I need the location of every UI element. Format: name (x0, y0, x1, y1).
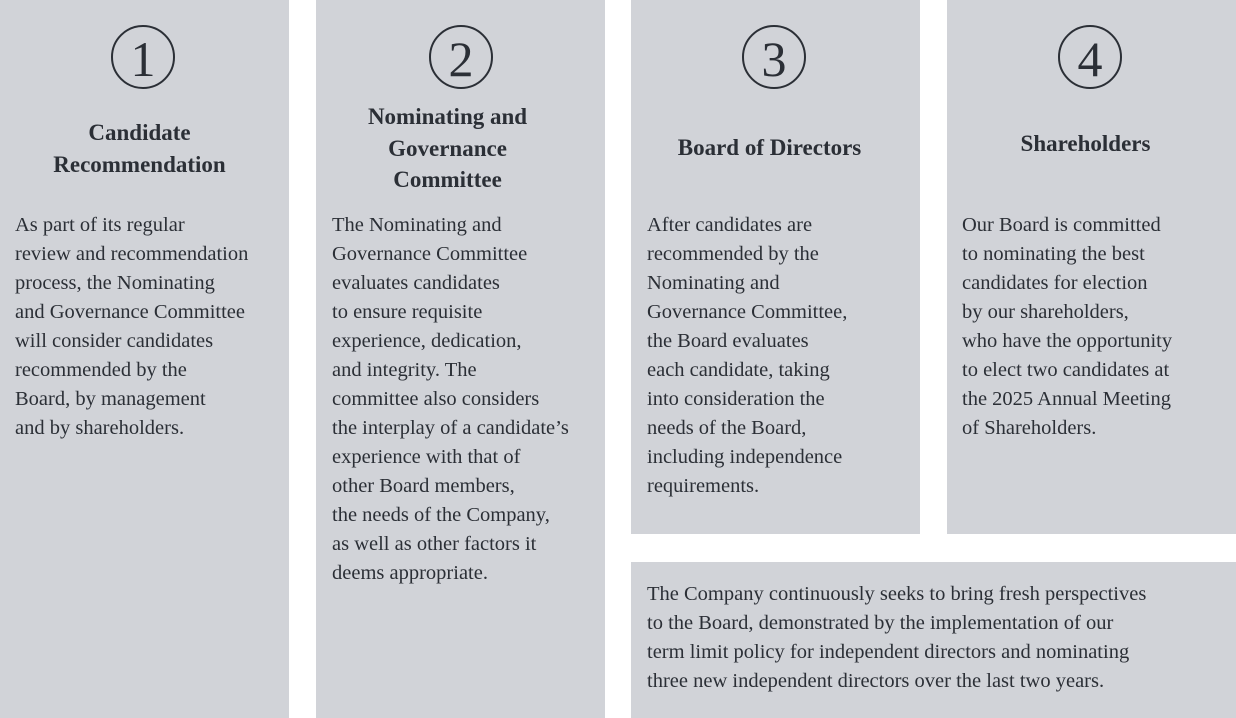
step-panel-candidate-recommendation (0, 0, 289, 718)
step-panel-nominating-governance-committee (316, 0, 605, 718)
step-number-badge: 1 (111, 25, 175, 89)
step-description: As part of its regular review and recommendation process, the Nominating and Governance Committee will consider candidates recommended by the Board, by management and by shareholders. (15, 214, 249, 439)
step-description: Our Board is committed to nominating the best candidates for election by our shareholders, who have the opportunity to elect two candidates at the 2025 Annual Meeting of Shareholders. (962, 214, 1173, 439)
step-number-badge: 4 (1058, 25, 1122, 89)
step-title: Board of Directors (677, 135, 862, 160)
step-title: Nominating and Governance Committee (367, 104, 528, 192)
board-refreshment-note (631, 562, 1236, 718)
step-panel-shareholders (947, 0, 1236, 534)
step-number-badge: 2 (429, 25, 493, 89)
step-number-badge: 3 (742, 25, 806, 89)
step-description: After candidates are recommended by the Nominating and Governance Committee, the Board evaluates each candidate, taking into consideration the needs of the Board, including independence requirements. (647, 214, 848, 497)
note-text: The Company continuously seeks to bring fresh perspectives to the Board, demonstrated by the implementation of our term limit policy for independent directors and nominating three new independent directors over the last two years. (647, 583, 1147, 692)
step-panel-board-of-directors (631, 0, 920, 534)
step-title: Shareholders (1020, 131, 1151, 156)
step-title: Candidate Recommendation (53, 120, 226, 177)
step-description: The Nominating and Governance Committee evaluates candidates to ensure requisite experience, dedication, and integrity. The committee also considers the interplay of a candidate’s experience with that of other Board members, the needs of the Company, as well as other factors it deems appropriate. (332, 214, 569, 584)
